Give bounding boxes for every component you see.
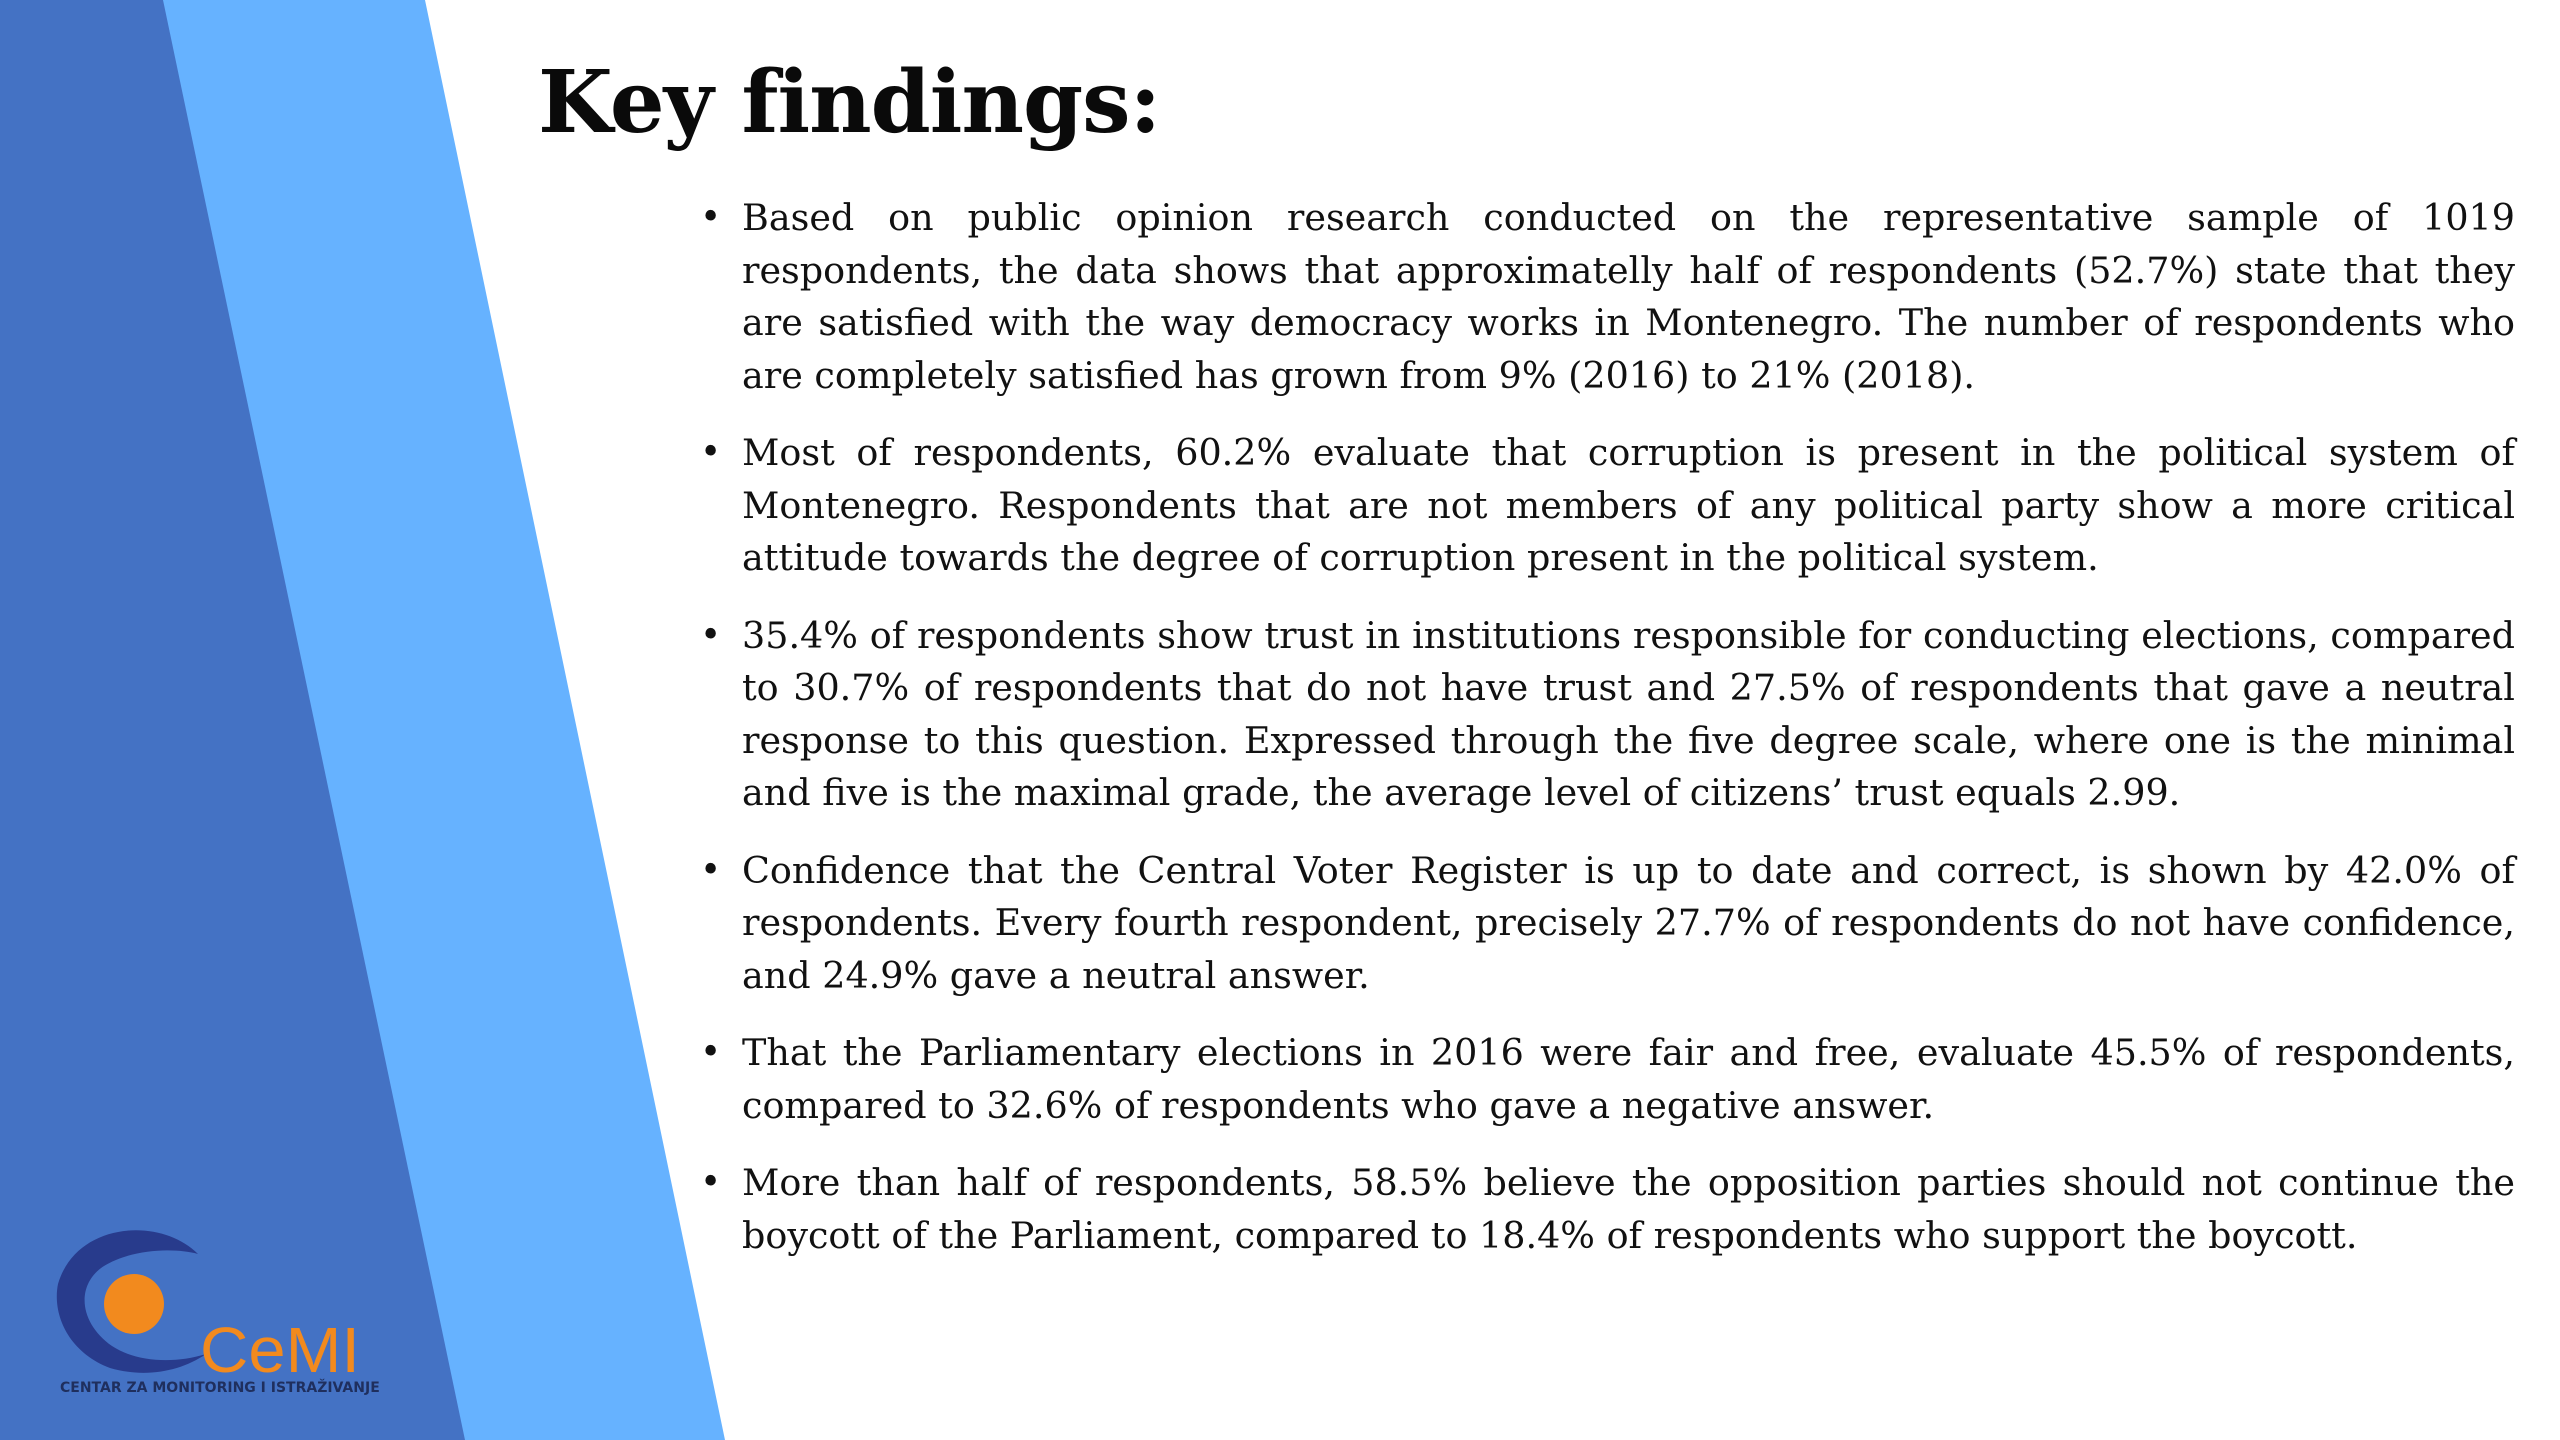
cemi-logo (48, 1222, 368, 1402)
bullet-icon: • (700, 614, 722, 656)
finding-text-6: More than half of respondents, 58.5% believe the opposition parties should not continue the boycott of the Parliament, compared to 18.4% of respondents who support the boycott. (742, 1161, 2515, 1257)
bullet-icon: • (700, 1032, 722, 1073)
finding-text-4: Confidence that the Central Voter Register is up to date and correct, is shown by 42.0% of respondents. Every fourth respondent, precisely 27.7% of respondents do not have confidence, and 24.9% gave a neutral answer. (742, 848, 2515, 997)
finding-item-3 (700, 610, 2515, 820)
logo-wordmark: CeMI (200, 1314, 360, 1386)
finding-text-2: Most of respondents, 60.2% evaluate that corruption is present in the political system of Montenegro. Respondents that are not members of any political party show a more critical attitude towards the degree of corruption present in the political system. (742, 431, 2515, 579)
finding-item-4 (700, 845, 2515, 1003)
findings-list (700, 192, 2515, 1287)
logo-caption: CENTAR ZA MONITORING I ISTRAŽIVANJE (60, 1380, 380, 1396)
finding-text-5: That the Parliamentary elections in 2016 were fair and free, evaluate 45.5% of respondents, compared to 32.6% of respondents who gave a negative answer. (742, 1031, 2515, 1127)
finding-item-2 (700, 427, 2515, 585)
bullet-icon: • (700, 1162, 722, 1203)
finding-item-5 (700, 1027, 2515, 1132)
bullet-icon: • (700, 432, 722, 473)
finding-item-6 (700, 1157, 2515, 1262)
page-title: Key findings: (538, 52, 1161, 153)
logo-orange-dot-icon (104, 1274, 164, 1334)
finding-text-1: Based on public opinion research conducted on the representative sample of 1019 respondents, the data shows that approximatelly half of respondents (52.7%) state that they are satisfied with the way democracy works in Montenegro. The number of respondents who are completely satisfied has grown from 9% (2016) to 21% (2018). (742, 196, 2515, 397)
bullet-icon: • (700, 197, 722, 238)
finding-item-1 (700, 192, 2515, 402)
finding-text-3: 35.4% of respondents show trust in institutions responsible for conducting elections, compared to 30.7% of respondents that do not have trust and 27.5% of respondents that gave a neutral response to this question. Expressed through the five degree scale, where one is the minimal and five is the maximal grade, the average level of citizens’ trust equals 2.99. (742, 613, 2515, 814)
bullet-icon: • (700, 849, 722, 891)
